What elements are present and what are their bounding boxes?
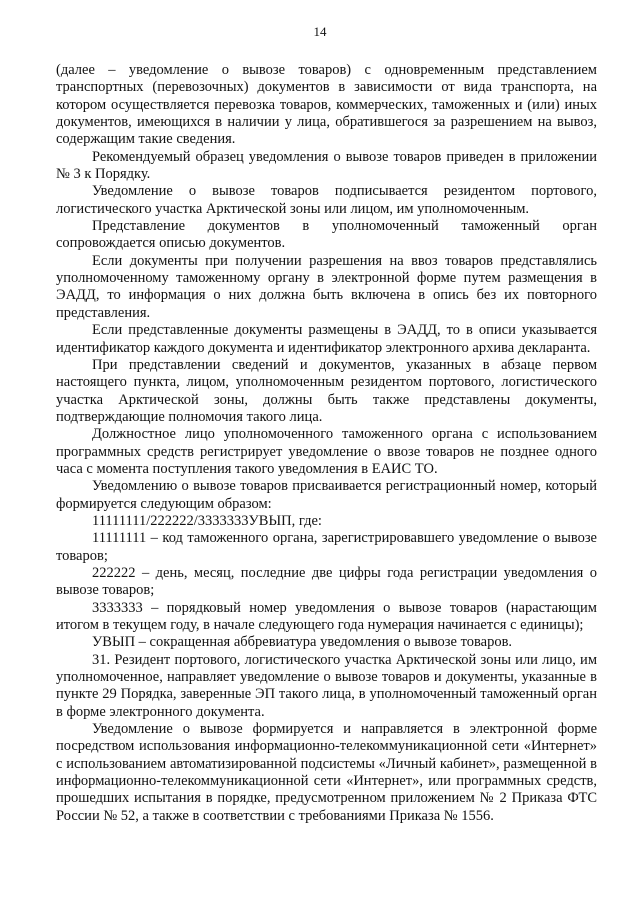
paragraph-item-31: 31. Резидент портового, логистического участка Арктической зоны или лицо, им уполномоченное, направляет уведомление о вывозе товаров и документы, указанные в пункте 29 Порядка, заверенные ЭП такого лица, в уполномоченный таможенный орган в форме электронного документа. xyxy=(56,651,597,720)
paragraph-number-format: 11111111/222222/3333333УВЫП, где: xyxy=(92,512,322,529)
paragraph-customs-code: 11111111 – код таможенного органа, зарегистрировавшего уведомление о вывозе товаров; xyxy=(56,530,597,564)
paragraph-eadd-identifier: Если представленные документы размещены в ЭАДД, то в описи указывается идентификатор каждого документа и идентификатор электронного архива декларанта. xyxy=(56,322,597,356)
paragraph-electronic-submission: Уведомление о вывозе формируется и направляется в электронной форме посредством использования информационно-телекоммуникационной сети «Интернет» с использованием автоматизированной подсистемы «Личный кабинет», размещенной в информационно-телекоммуникационной сети «Интернет», или программных средств, прошедших испытания в порядке, предусмотренном приложением № 2 Приказа ФТС России № 52, а также в соответствии с требованиями Приказа № 1556. xyxy=(56,721,597,824)
paragraph-signature: Уведомление о вывозе товаров подписывается резидентом портового, логистического участка Арктической зоны или лицом, им уполномоченным. xyxy=(56,183,597,217)
paragraph-inventory: Представление документов в уполномоченный таможенный орган сопровождается описью документов. xyxy=(56,218,597,252)
paragraph-eadd-documents: Если документы при получении разрешения на ввоз товаров представлялись уполномоченному таможенному органу в электронной форме путем размещения в ЭАДД, то информация о них должна быть включена в опись без их повторного представления. xyxy=(56,252,597,321)
paragraph-sequence-number: 3333333 – порядковый номер уведомления о вывозе товаров (нарастающим итогом в текущем году, в начале следующего года нумерация начинается с единицы); xyxy=(56,599,597,633)
paragraph-abbreviation: УВЫП – сокращенная аббревиатура уведомления о вывозе товаров. xyxy=(92,634,513,651)
paragraph-date-code: 222222 – день, месяц, последние две цифры года регистрации уведомления о вывозе товаров; xyxy=(56,564,597,599)
paragraph-continuation: (далее – уведомление о вывозе товаров) с одновременным представлением транспортных (перевозочных) документов в зависимости от вида транспорта, на котором осуществляется перевозка товаров, коммерческих, таможенных и (или) иных документов, имеющихся в наличии у лица, обратившегося за разрешением на вывоз, содержащим такие сведения. xyxy=(56,62,597,148)
page-number: 14 xyxy=(313,24,327,39)
paragraph-registration: Должностное лицо уполномоченного таможенного органа с использованием программных средств регистрирует уведомление о ввозе товаров не позднее одного часа с момента поступления такого уведомления в ЕАИС ТО. xyxy=(56,426,597,477)
paragraph-sample-reference: Рекомендуемый образец уведомления о вывозе товаров приведен в приложении № 3 к Порядку. xyxy=(56,148,597,183)
paragraph-registration-number: Уведомлению о вывозе товаров присваивается регистрационный номер, который формируется следующим образом: xyxy=(56,478,597,512)
document-body xyxy=(56,62,597,825)
paragraph-authority-documents: При представлении сведений и документов, указанных в абзаце первом настоящего пункта, лицом, уполномоченным резидентом портового, логистического участка Арктической зоны, должны быть также представлены документы, подтверждающие полномочия такого лица. xyxy=(56,356,597,425)
